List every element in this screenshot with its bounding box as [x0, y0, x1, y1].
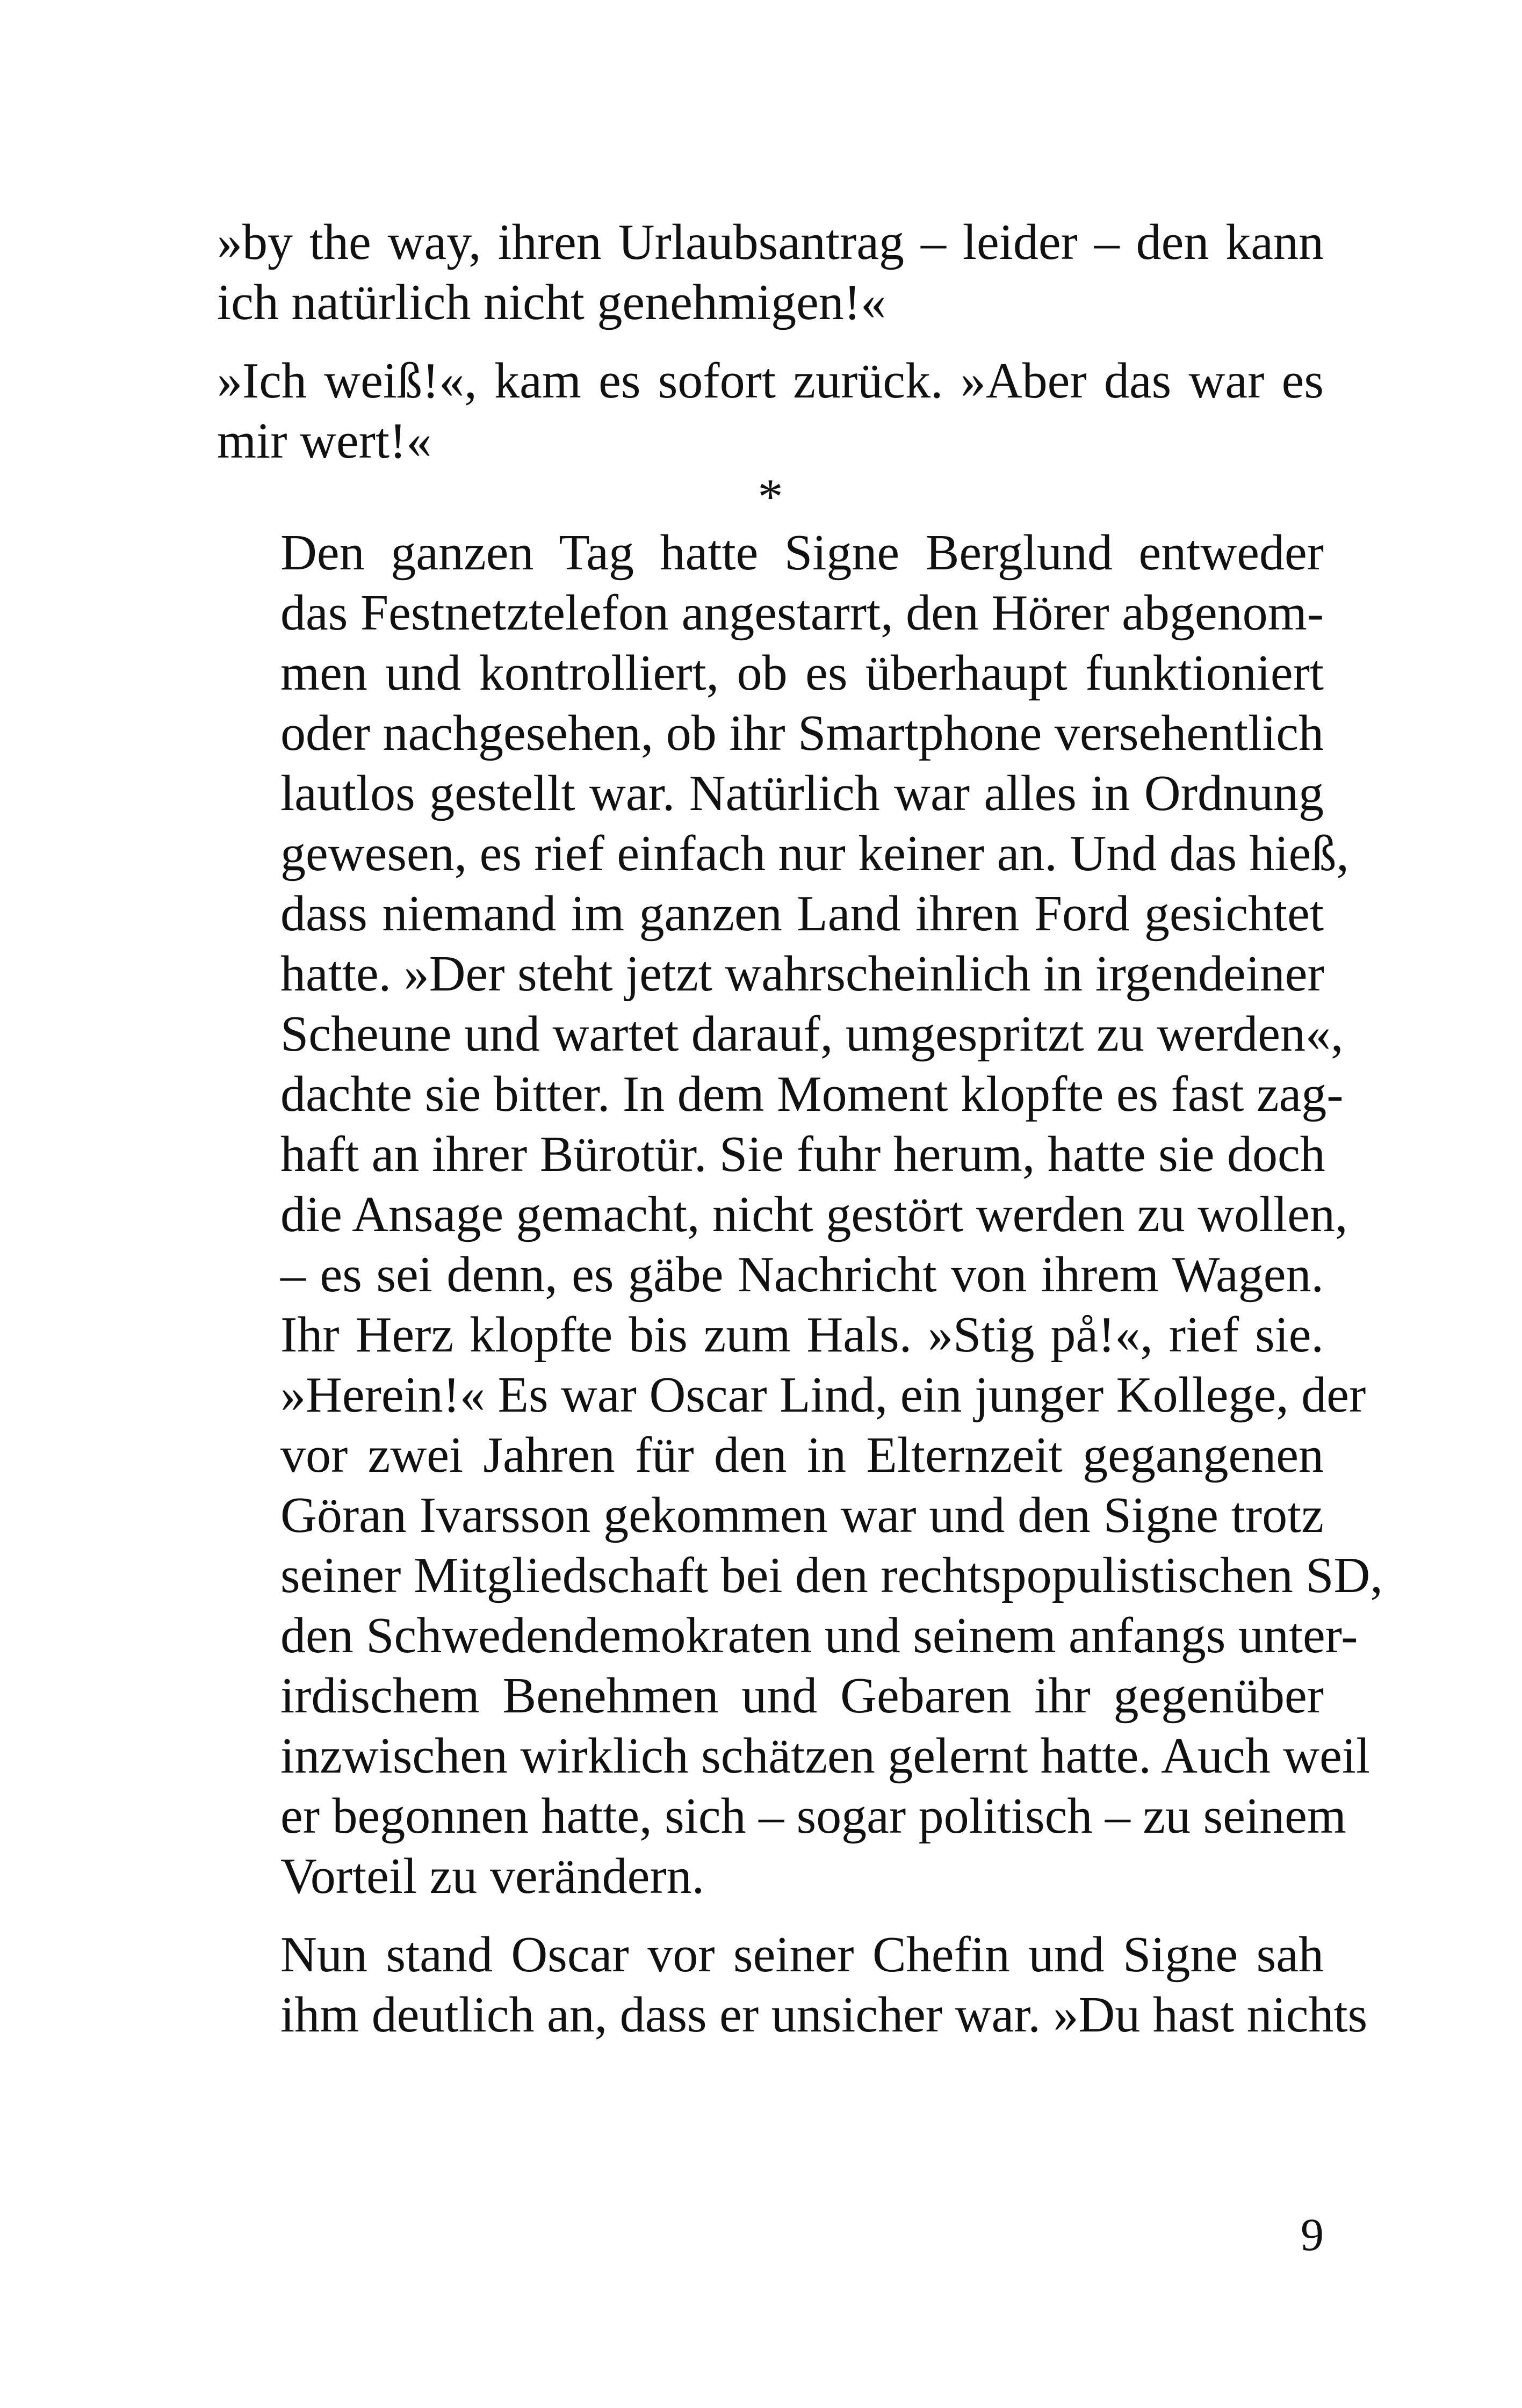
text-line: Vorteil zu verändern.: [280, 1848, 705, 1904]
page-number: 9: [1301, 2209, 1324, 2260]
text-line: Göran Ivarsson gekommen war und den Signe trotz: [280, 1487, 1324, 1543]
text-line: dachte sie bitter. In dem Moment klopfte es fast zag-: [280, 1066, 1344, 1122]
text-line: inzwischen wirklich schätzen gelernt hatte. Auch weil: [280, 1728, 1370, 1784]
text-line: ihm deutlich an, dass er unsicher war. »Du hast nichts: [280, 1987, 1368, 2043]
paragraph-1: [217, 212, 1324, 332]
text-line: das Festnetztelefon angestarrt, den Hörer abgenom-: [280, 585, 1324, 641]
body-text: [217, 212, 1383, 2045]
text-line: men und kontrolliert, ob es überhaupt funktioniert: [280, 645, 1324, 701]
text-line: Ihr Herz klopfte bis zum Hals. »Stig på!«, rief sie.: [280, 1307, 1324, 1363]
text-line: oder nachgesehen, ob ihr Smartphone versehentlich: [280, 705, 1324, 761]
paragraph-2: [217, 351, 1324, 471]
text-line: irdischem Benehmen und Gebaren ihr gegenüber: [280, 1668, 1324, 1724]
text-line: seiner Mitgliedschaft bei den rechtspopulistischen SD,: [280, 1548, 1383, 1603]
section-separator: *: [758, 469, 783, 525]
text-line: mir wert!«: [217, 413, 432, 469]
text-line: lautlos gestellt war. Natürlich war alles in Ordnung: [280, 765, 1324, 821]
text-line: den Schwedendemokraten und seinem anfangs unter-: [280, 1608, 1358, 1664]
paragraph-4: [217, 1925, 1368, 2045]
paragraph-3: [217, 523, 1383, 1906]
text-line: er begonnen hatte, sich – sogar politisch – zu seinem: [280, 1788, 1346, 1844]
text-line: die Ansage gemacht, nicht gestört werden zu wollen,: [280, 1187, 1348, 1242]
text-line: hatte. »Der steht jetzt wahrscheinlich in irgendeiner: [280, 946, 1324, 1002]
text-line: gewesen, es rief einfach nur keiner an. Und das hieß,: [280, 826, 1349, 881]
text-line: ich natürlich nicht genehmigen!«: [217, 274, 886, 330]
text-line: Scheune und wartet darauf, umgespritzt zu werden«,: [280, 1006, 1344, 1062]
text-line: Den ganzen Tag hatte Signe Berglund entweder: [280, 525, 1324, 581]
text-line: »by the way, ihren Urlaubsantrag – leider – den kann: [217, 214, 1324, 270]
text-line: dass niemand im ganzen Land ihren Ford gesichtet: [280, 886, 1324, 942]
text-line: haft an ihrer Bürotür. Sie fuhr herum, hatte sie doch: [280, 1126, 1325, 1182]
text-line: Nun stand Oscar vor seiner Chefin und Signe sah: [280, 1927, 1324, 1983]
text-line: vor zwei Jahren für den in Elternzeit gegangenen: [280, 1427, 1324, 1483]
text-line: »Ich weiß!«, kam es sofort zurück. »Aber das war es: [217, 353, 1324, 409]
text-line: – es sei denn, es gäbe Nachricht von ihrem Wagen.: [280, 1247, 1324, 1303]
text-line: »Herein!« Es war Oscar Lind, ein junger Kollege, der: [280, 1367, 1366, 1423]
